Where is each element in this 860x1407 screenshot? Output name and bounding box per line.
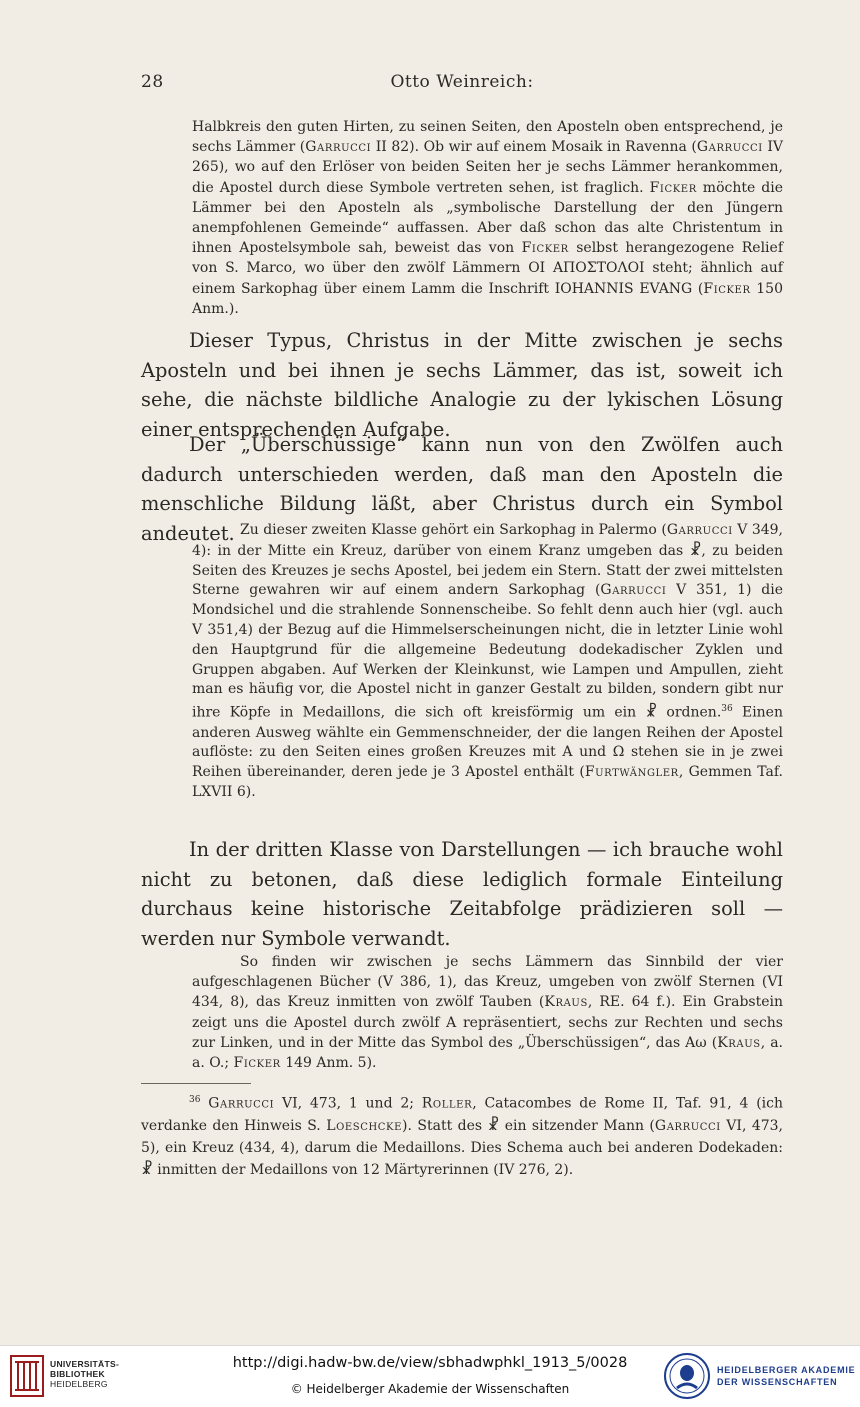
paragraph-large-2: Der „Überschüssige“ kann nun von den Zwölfen auch dadurch unterschieden werden, daß man den Aposteln die menschliche Bildung läßt, aber Christus durch ein Symbol andeutet.	[141, 433, 783, 545]
chi-rho-icon: ☧	[645, 702, 658, 721]
paragraph-small-1: Halbkreis den guten Hirten, zu seinen Seiten, den Aposteln oben entsprechend, je sechs Lämmer (Garrucci II 82). Ob wir auf einem Mosaik in Ravenna (Garrucci IV 265), wo auf den Erlöser von beiden Seiten her je sechs Lämmer herankommen, die Apostel durch diese Symbole vertreten sehen, ist fraglich. Ficker möchte die Lämmer bei den Aposteln als „symbolische Darstellung der den Jüngern anempfohlenen Gemeinde“ auffassen. Aber daß schon das alte Christentum in ihnen Apostelsymbole sah, beweist das von Ficker selbst herangezogene Relief von S. Marco, wo über den zwölf Lämmern ΟΙ ΑΠΟΣΤΟΛΟΙ steht; ähnlich auf einem Sarkophag über einem Lamm die Inschrift IOHANNIS EVANG (Ficker 150 Anm.).	[192, 119, 784, 317]
chi-rho-icon: ☧	[689, 540, 702, 559]
university-library-name: UNIVERSITÄTS- BIBLIOTHEK HEIDELBERG	[50, 1359, 120, 1389]
paragraph-small-2: Zu dieser zweiten Klasse gehört ein Sarkophag in Palermo (Garrucci V 349, 4): in der Mitte ein Kreuz, darüber von einem Kranz umgeben das ☧, zu beiden Seiten des Kreuzes je sechs Apostel, bei jedem ein Stern. Statt der zwei mittelsten Sterne gewahren wir auf einem andern Sarkophag (Garrucci V 351, 1) die Mondsichel und die strahlende Sonnenscheibe. So fehlt denn auch hier (vgl. auch V 351,4) der Bezug auf die Himmelserscheinungen nicht, die in letzter Linie wohl den Hauptgrund für die allgemeine Bedeutung dodekadischer Zyklen und Gruppen abgaben. Auf Werken der Kleinkunst, wie Lampen und Ampullen, zieht man es häufig vor, die Apostel nicht in ganzer Gestalt zu bilden, sondern gibt nur ihre Köpfe in Medaillons, die sich oft kreisförmig um ein ☧ ordnen.$^{36}$ Einen anderen Ausweg wählte ein Gemmenschneider, der die langen Reihen der Apostel auflöste: zu den Seiten eines großen Kreuzes mit A und Ω stehen sie in je zwei Reihen übereinander, deren jede je 3 Apostel enthält (Furtwängler, Gemmen Taf. LXVII 6).	[192, 522, 784, 801]
paragraph-large-3: In der dritten Klasse von Darstellungen — ich brauche wohl nicht zu betonen, daß diese lediglich formale Einteilung durchaus keine historische Zeitabfolge prädizieren soll — werden nur Symbole verwandt.	[141, 838, 783, 950]
footnote-36: $^{36}$ Garrucci VI, 473, 1 und 2; Roller, Catacombes de Rome II, Taf. 91, 4 (ich verdanke den Hinweis S. Loeschcke). Statt des ☧ ein sitzender Mann (Garrucci VI, 473, 5), ein Kreuz (434, 4), darum die Medaillons. Dies Schema auch bei anderen Dodekaden: ☧ inmitten der Medaillons von 12 Märtyrerinnen (IV 276, 2).	[141, 1095, 783, 1179]
chi-rho-icon: ☧	[141, 1160, 153, 1179]
chi-rho-icon: ☧	[487, 1116, 500, 1135]
paragraph-large-1: Dieser Typus, Christus in der Mitte zwischen je sechs Aposteln und bei ihnen je sechs Lämmer, das ist, soweit ich sehe, die nächste bildliche Analogie zu der lykischen Lösung einer entsprechenden Aufgabe.	[141, 329, 783, 441]
document-url-link[interactable]: http://digi.hadw-bw.de/view/sbhadwphkl_1913_5/0028	[232, 1355, 628, 1371]
footnote-divider	[141, 1083, 251, 1084]
academy-name: HEIDELBERGER AKADEMIE DER WISSENSCHAFTEN	[717, 1365, 856, 1387]
footnote-number: 36	[189, 1095, 201, 1105]
page-number: 28	[141, 72, 164, 92]
footnote-marker: 36	[721, 704, 733, 715]
academy-seal-icon	[663, 1352, 711, 1400]
paragraph-small-3: So finden wir zwischen je sechs Lämmern das Sinnbild der vier aufgeschlagenen Bücher (V 386, 1), das Kreuz, umgeben von zwölf Sternen (VI 434, 8), das Kreuz inmitten von zwölf Tauben (Kraus, RE. 64 f.). Ein Grabstein zeigt uns die Apostel durch zwölf A repräsentiert, sechs zur Rechten und sechs zur Linken, und in der Mitte das Symbol des „Überschüssigen“, das Aω (Kraus, a. a. O.; Ficker 149 Anm. 5).	[192, 954, 784, 1072]
running-title: Otto Weinreich:	[390, 72, 534, 92]
copyright-notice: © Heidelberger Akademie der Wissenschaften	[290, 1382, 570, 1396]
footer-bar	[0, 1345, 860, 1407]
